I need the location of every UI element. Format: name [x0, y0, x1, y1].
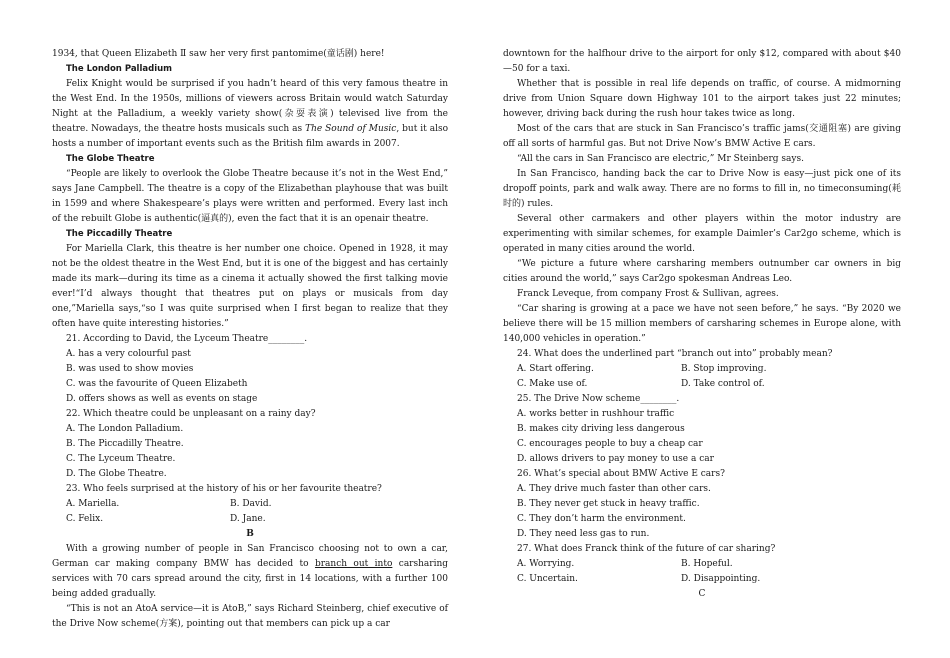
question-24-option: C. Make use of. [517, 379, 588, 389]
passage-b-paragraph-7: In San Francisco, handing back the car to Drive Now is easy—just pick one of its dropoff points, park and walk away. There are no forms to fill in, no timeconsuming(耗时的) rules. [503, 169, 901, 209]
question-25-option: C. encourages people to buy a cheap car [517, 439, 703, 449]
question-22-option: D. The Globe Theatre. [66, 469, 167, 479]
heading-globe-theatre: The Globe Theatre [66, 154, 155, 164]
question-22-option: B. The Piccadilly Theatre. [66, 439, 184, 449]
question-23-option: A. Mariella. [66, 499, 120, 509]
passage-b-paragraph-10: Franck Leveque, from company Frost & Sullivan, agrees. [517, 289, 779, 299]
paragraph-globe: “People are likely to overlook the Globe Theatre because it’s not in the West End,” says Jane Campbell. The theatre is a copy of the Elizabethan playhouse that was built in 1599 and where Shakespeare’s plays were written and performed. Every last inch of the rebuilt Globe is authentic(逼真的), even the fact that it is an openair theatre. [52, 169, 448, 224]
question-26-option: B. They never get stuck in heavy traffic. [517, 499, 700, 509]
question-25-option: B. makes city driving less dangerous [517, 424, 685, 434]
question-21-stem: 21. According to David, the Lyceum Theatre________. [66, 334, 308, 344]
question-27-option: C. Uncertain. [517, 574, 578, 584]
question-26-option: D. They need less gas to run. [517, 529, 650, 539]
question-23-option: D. Jane. [230, 514, 266, 524]
question-25-option: D. allows drivers to pay money to use a car [517, 454, 714, 464]
question-23-option: B. David. [230, 499, 272, 509]
question-27-stem: 27. What does Franck think of the future of car sharing? [517, 544, 776, 554]
section-b-label: B [246, 529, 254, 539]
question-23-options-row [52, 512, 448, 527]
passage-b-paragraph-6: “All the cars in San Francisco are electric,” Mr Steinberg says. [517, 154, 804, 164]
right-column [503, 47, 901, 602]
question-24-option: D. Take control of. [681, 379, 765, 389]
underlined-phrase: branch out into [314, 559, 393, 569]
passage-b-paragraph-5: Most of the cars that are stuck in San Francisco’s traffic jams(交通阻塞) are giving off all sorts of harmful gas. But not Drive Now’s BMW Active E cars. [503, 124, 901, 149]
paragraph-palladium: Felix Knight would be surprised if you hadn’t heard of this very famous theatre in the West End. In the 1950s, millions of viewers across Britain would watch Saturday Night at the Palladium, a weekly variety show(杂耍表演) televised live from the theatre. Nowadays, the theatre hosts musicals such as The Sound of Music, but it also hosts a number of important events such as the British film awards in 2007. [52, 79, 448, 149]
question-21-option: B. was used to show movies [66, 364, 194, 374]
question-27-options-row [503, 572, 901, 587]
question-22-option: A. The London Palladium. [66, 424, 184, 434]
question-26-stem: 26. What’s special about BMW Active E cars? [517, 469, 725, 479]
question-23-options-row [52, 497, 448, 512]
question-24-option: A. Start offering. [517, 364, 594, 374]
heading-piccadilly-theatre: The Piccadilly Theatre [66, 229, 173, 239]
passage-b-paragraph-11: “Car sharing is growing at a pace we have not seen before,” he says. “By 2020 we believe there will be 15 million members of carsharing schemes in Europe alone, with 140,000 vehicles in operation.” [503, 304, 901, 344]
passage-b-paragraph-2: “This is not an AtoA service—it is AtoB,” says Richard Steinberg, chief executive of the Drive Now scheme(方案), pointing out that members can pick up a car [52, 604, 448, 629]
passage-b-paragraph-3: downtown for the halfhour drive to the airport for only $12, compared with about $40—50 for a taxi. [503, 49, 901, 74]
passage-b-paragraph-9: “We picture a future where carsharing members outnumber car owners in big cities around the world,” says Car2go spokesman Andreas Leo. [503, 259, 901, 284]
question-26-option: A. They drive much faster than other cars. [517, 484, 711, 494]
heading-london-palladium: The London Palladium [66, 64, 173, 74]
question-27-option: A. Worrying. [517, 559, 575, 569]
question-27-option: B. Hopeful. [681, 559, 733, 569]
section-c-label: C [698, 589, 706, 599]
left-column [52, 47, 448, 632]
question-21-option: C. was the favourite of Queen Elizabeth [66, 379, 248, 389]
question-22-option: C. The Lyceum Theatre. [66, 454, 176, 464]
question-23-option: C. Felix. [66, 514, 104, 524]
question-22-stem: 22. Which theatre could be unpleasant on a rainy day? [66, 409, 316, 419]
question-24-option: B. Stop improving. [681, 364, 767, 374]
passage-b-paragraph-1: With a growing number of people in San Francisco choosing not to own a car, German car making company BMW has decided to branch out into carsharing services with 70 cars spread around the city, first in 14 locations, with a further 100 being added gradually. [52, 544, 449, 599]
question-21-option: A. has a very colourful past [66, 349, 191, 359]
passage-b-paragraph-8: Several other carmakers and other players within the motor industry are experimenting with similar schemes, for example Daimler’s Car2go scheme, which is operated in many cities around the world. [503, 214, 901, 254]
question-27-option: D. Disappointing. [681, 574, 761, 584]
question-25-stem: 25. The Drive Now scheme________. [517, 394, 680, 404]
question-21-option: D. offers shows as well as events on stage [66, 394, 258, 404]
question-24-stem: 24. What does the underlined part “branch out into” probably mean? [517, 349, 833, 359]
question-27-options-row [503, 557, 901, 572]
intro-line: 1934, that Queen Elizabeth Ⅱ saw her very first pantomime(童话剧) here! [52, 49, 385, 59]
paragraph-piccadilly: For Mariella Clark, this theatre is her number one choice. Opened in 1928, it may not be the oldest theatre in the West End, but it is one of the biggest and has certainly made its mark—during its time as a cinema it actually showed the first talking movie ever!“I’d always thought that theatres put on plays or musicals from day one,”Mariella says,“so I was quite surprised when I first began to realize that they often have quite interesting histories.” [52, 244, 448, 329]
musical-title: The Sound of Music [305, 124, 397, 134]
question-26-option: C. They don’t harm the environment. [517, 514, 686, 524]
question-25-option: A. works better in rushhour traffic [517, 409, 675, 419]
question-24-options-row [503, 377, 901, 392]
passage-b-paragraph-4: Whether that is possible in real life depends on traffic, of course. A midmorning drive from Union Square down Highway 101 to the airport takes just 22 minutes; however, driving back during the rush hour takes twice as long. [503, 79, 901, 119]
question-23-stem: 23. Who feels surprised at the history of his or her favourite theatre? [66, 484, 382, 494]
question-24-options-row [503, 362, 901, 377]
